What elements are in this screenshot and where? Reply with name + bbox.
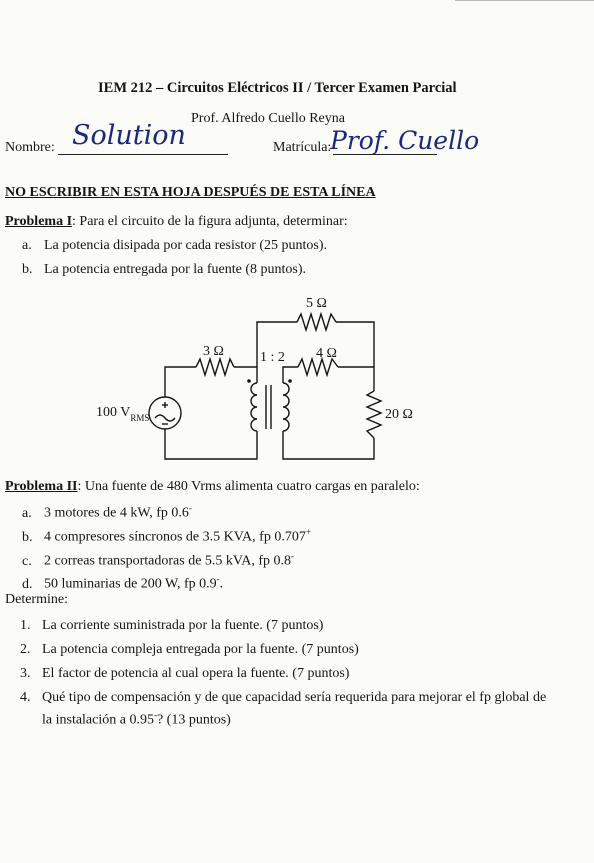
item-sup: + (305, 527, 311, 537)
wire-top-right (336, 322, 374, 367)
label-5ohm: 5 Ω (306, 296, 327, 311)
question-1 (20, 618, 323, 634)
item-sup: - (291, 551, 295, 561)
question-marker: 3. (20, 666, 31, 681)
exam-title: IEM 212 – Circuitos Eléctricos II / Tercer Examen Parcial (98, 80, 457, 96)
item-sup: - (188, 503, 192, 513)
item-after: . (219, 576, 224, 592)
id-label: Matrícula: (273, 140, 332, 155)
label-source (96, 405, 149, 423)
primary-dot (247, 379, 251, 383)
name-handwriting: Solution (72, 120, 186, 151)
name-label: Nombre: (5, 140, 55, 155)
ac-symbol (155, 415, 175, 421)
wire-left-bottom (165, 429, 257, 459)
question-marker: 4. (20, 690, 31, 705)
problem2-item-c (22, 551, 294, 570)
problem2-label: Problema II (5, 479, 78, 494)
problem1-label: Problema I (5, 214, 73, 229)
problem2-item-d (22, 574, 223, 593)
problem2-heading (5, 479, 420, 495)
question-marker: 1. (20, 618, 31, 633)
label-4ohm: 4 Ω (316, 346, 337, 361)
item-sup: - (216, 574, 220, 584)
id-handwriting: Prof. Cuello (330, 126, 480, 155)
question-text: La potencia compleja entregada por la fuente. (7 puntos) (42, 642, 359, 657)
problem2-item-b (22, 527, 311, 546)
professor-name: Prof. Alfredo Cuello Reyna (191, 111, 345, 126)
item-marker: b. (22, 529, 33, 545)
item-marker: a. (22, 238, 32, 253)
source-value: 100 V (96, 405, 131, 420)
item-marker: c. (22, 553, 32, 569)
problem1-text: : Para el circuito de la figura adjunta, determinar: (72, 214, 348, 229)
wire-left-top (165, 367, 196, 397)
item-text: La potencia entregada por la fuente (8 puntos). (44, 262, 307, 277)
no-write-warning: NO ESCRIBIR EN ESTA HOJA DESPUÉS DE ESTA LÍNEA (5, 185, 376, 200)
question-text: El factor de potencia al cual opera la fuente. (7 puntos) (42, 666, 350, 681)
secondary-dot (288, 379, 292, 383)
question-text: La corriente suministrada por la fuente. (7 puntos) (42, 618, 324, 633)
item-text: 2 correas transportadoras de 5.5 kVA, fp 0.8 (44, 553, 292, 569)
item-marker: a. (22, 505, 32, 521)
question-4-cont-b: ? (13 puntos) (156, 712, 231, 728)
label-20ohm: 20 Ω (385, 407, 413, 422)
question-4-sup: - (153, 710, 157, 720)
question-2 (20, 642, 359, 658)
wire-right-top (338, 367, 374, 391)
item-text: 50 luminarias de 200 W, fp 0.9 (44, 576, 217, 592)
label-3ohm: 3 Ω (203, 344, 224, 359)
wire-left-to-primary (234, 367, 257, 383)
problem2-item-a (22, 503, 192, 522)
resistor-5ohm (297, 314, 336, 330)
item-marker: b. (22, 262, 33, 277)
resistor-20ohm (367, 391, 381, 438)
determine-label: Determine: (5, 592, 68, 607)
resistor-4ohm (298, 359, 338, 375)
item-marker: d. (22, 576, 33, 592)
resistor-3ohm (196, 359, 234, 375)
question-4-cont-a: la instalación a 0.95 (42, 712, 154, 728)
problem2-text: : Una fuente de 480 Vrms alimenta cuatro cargas en paralelo: (77, 479, 420, 494)
wire-right-bottom (283, 431, 374, 459)
label-ratio: 1 : 2 (260, 350, 285, 365)
question-3 (20, 666, 349, 682)
question-4-continued (42, 710, 231, 729)
item-text: 3 motores de 4 kW, fp 0.6 (44, 505, 189, 521)
item-text: 4 compresores síncronos de 3.5 KVA, fp 0.707 (44, 529, 306, 545)
question-text: Qué tipo de compensación y de que capacidad sería requerida para mejorar el fp global de (42, 690, 547, 705)
question-4 (20, 690, 546, 706)
primary-coil (251, 383, 257, 431)
item-text: La potencia disipada por cada resistor (25 puntos). (44, 238, 328, 253)
source-subscript: RMS (130, 413, 150, 423)
secondary-coil (283, 383, 289, 431)
question-marker: 2. (20, 642, 31, 657)
